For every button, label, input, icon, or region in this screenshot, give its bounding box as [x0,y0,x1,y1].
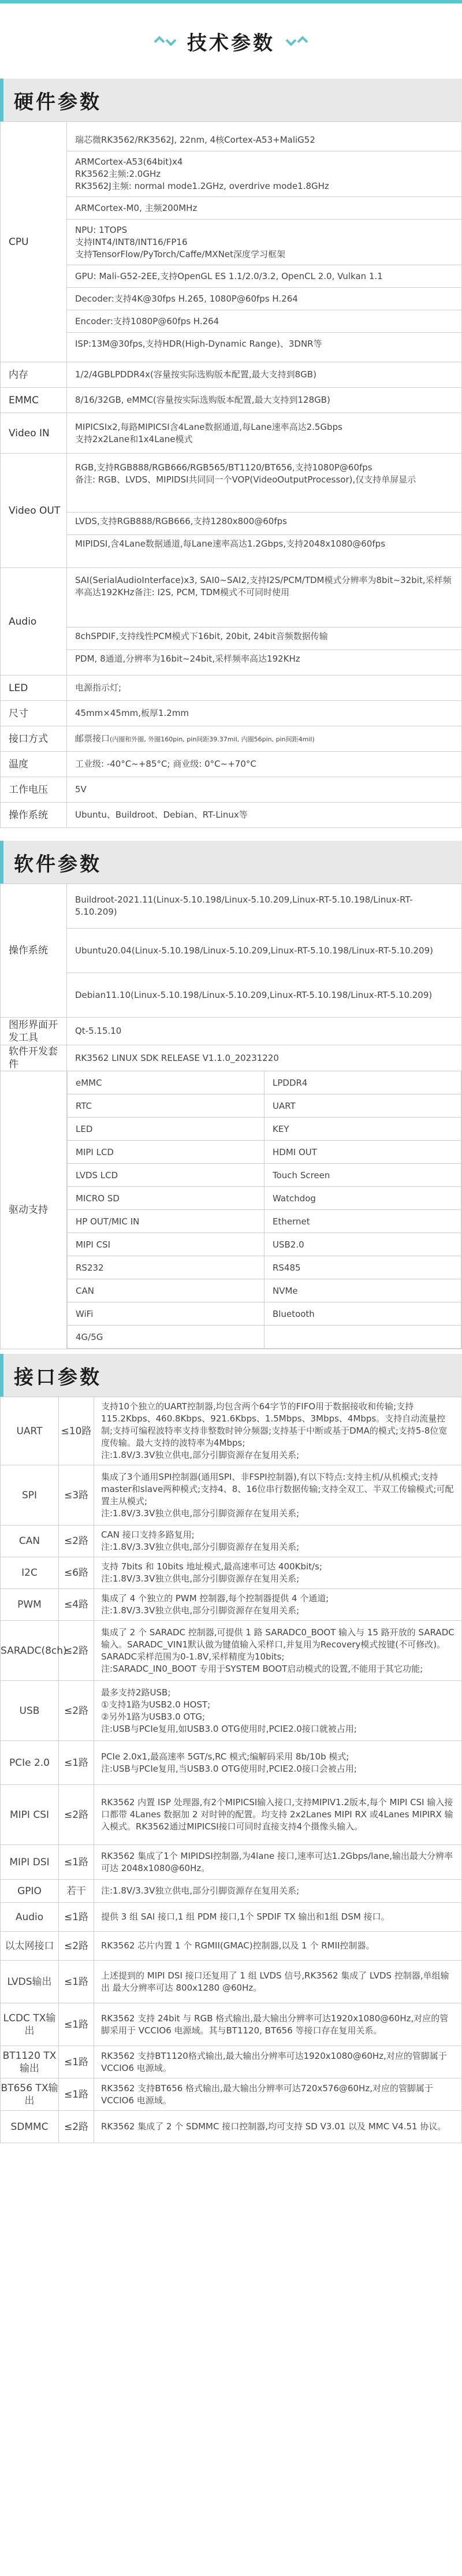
interface-name: SPI [1,1465,59,1525]
driver-row [68,1187,461,1210]
driver-cell: LPDDR4 [264,1071,461,1094]
row-label: 图形界面开发工具 [1,1018,67,1045]
section-title: 接口参数 [14,1365,102,1389]
hardware-table [0,121,462,828]
driver-row [68,1094,461,1118]
interface-desc: CAN 接口支持多路复用; 注:1.8V/3.3V独立供电,部分引脚资源存在复用关系; [94,1525,462,1557]
interface-name: SARADC(8ch) [1,1621,59,1681]
driver-cell: WiFi [68,1302,264,1326]
interface-row [1,1589,462,1621]
interface-row [1,1961,462,2003]
driver-row [68,1141,461,1164]
row-label: 操作系统 [1,803,67,828]
interface-desc: RK3562 芯片内置 1 个 RGMII(GMAC)控制器,以及 1 个 RMII控制器。 [94,1932,462,1961]
interface-row [1,2003,462,2046]
driver-cell: MICRO SD [68,1187,264,1210]
row-label: 内存 [1,362,67,388]
interface-qty: ≤3路 [59,1465,94,1525]
software-table [0,884,462,1349]
interface-name: LCDC TX输出 [1,2003,59,2046]
cpu-spec-item: NPU: 1TOPS 支持INT4/INT8/INT16/FP16 支持TensorFlow/PyTorch/Caffe/MXNet深度学习框架 [67,220,461,265]
cpu-spec-item: Decoder:支持4K@30fps H.265, 1080P@60fps H.264 [67,288,461,310]
interface-desc: 集成了 4 个独立的 PWM 控制器,每个控制器提供 4 个通道; 注:1.8V/3.3V独立供电,部分引脚资源存在复用关系; [94,1589,462,1621]
interface-name: Audio [1,1903,59,1932]
driver-cell: KEY [264,1118,461,1141]
interface-row [1,1932,462,1961]
driver-row [68,1118,461,1141]
driver-cell: USB2.0 [264,1233,461,1256]
interface-desc: RK3562 支持BT1120格式输出,最大输出分辨率可达1920x1080@60Hz,对应的管脚属于VCCIO6 电源域。 [94,2046,462,2078]
interface-qty: ≤1路 [59,2078,94,2111]
driver-cell: CAN [68,1279,264,1302]
interface-row [1,1465,462,1525]
driver-cell: RS485 [264,1256,461,1279]
interface-desc: 支持 7bits 和 10bits 地址模式,最高速率可达 400Kbit/s; 注:1.8V/3.3V独立供电,部分引脚资源存在复用关系; [94,1557,462,1589]
driver-cell: Bluetooth [264,1302,461,1326]
driver-cell: UART [264,1094,461,1118]
driver-cell: HP OUT/MIC IN [68,1210,264,1233]
row-value: Qt-5.15.10 [67,1018,462,1045]
interface-name: GPIO [1,1880,59,1903]
row-label: CPU [1,122,67,362]
page-title: 技术参数 [187,31,275,55]
audio-item: PDM, 8通道,分辨率为16bit~24bit,采样频率高达192KHz [75,653,300,664]
section-title: 软件参数 [14,852,102,876]
interface-row [1,1741,462,1785]
driver-cell: NVMe [264,1279,461,1302]
driver-cell: Watchdog [264,1187,461,1210]
driver-row [68,1279,461,1302]
interface-desc: 最多支持2路USB; ①支持1路为USB2.0 HOST; ②另外1路为USB3.0 OTG; 注:USB与PCIe复用,如USB3.0 OTG使用时,PCIE2.0接口就被占用; [94,1681,462,1741]
driver-row [68,1071,461,1094]
section-header-interfaces [0,1354,462,1397]
driver-cell: RTC [68,1094,264,1118]
video-out-item: LVDS,支持RGB888/RGB666,支持1280x800@60fps [67,513,461,535]
driver-row [68,1256,461,1279]
row-label: Video OUT [1,454,67,568]
interface-qty: ≤1路 [59,1845,94,1880]
driver-cell: 4G/5G [68,1326,264,1349]
interface-qty: ≤1路 [59,1903,94,1932]
conn-value: 邮票接口 [75,733,110,744]
row-value: 8/16/32GB, eMMC(容量按实际选购版本配置,最大支持到128GB) [67,388,462,413]
driver-cell: eMMC [68,1071,264,1094]
row-value: 45mm×45mm,板厚1.2mm [67,701,462,726]
driver-cell: Touch Screen [264,1164,461,1187]
interface-qty: ≤6路 [59,1557,94,1589]
row-value: 5V [67,777,462,803]
cpu-spec-item: ARMCortex-A53(64bit)x4 RK3562主频:2.0GHz RK3562J主频: normal mode1.2GHz, overdrive mode1.8GHz [67,151,461,197]
video-out-item: MIPIDSI,含4Lane数据通道,每Lane速率高达1.2Gbps,支持2048x1080@60fps [75,538,386,549]
row-value: 工业级: -40°C~+85°C; 商业级: 0°C~+70°C [67,752,462,777]
interface-qty: ≤2路 [59,1681,94,1741]
driver-row [68,1302,461,1326]
interface-row [1,2111,462,2143]
sw-os-item: Debian11.10(Linux-5.10.198/Linux-5.10.209,Linux-RT-5.10.198/Linux-RT-5.10.209) [75,989,433,1000]
section-header-hardware [0,79,462,121]
interface-qty: ≤1路 [59,2046,94,2078]
interface-qty: ≤4路 [59,1589,94,1621]
section-title: 硬件参数 [14,90,102,114]
interface-desc: RK3562 集成了1个 MIPIDSI控制器,为4lane 接口,速率可达1.2Gbps/lane,输出最大分辨率可达 2048x1080@60Hz。 [94,1845,462,1880]
audio-list [67,571,461,672]
conn-note: (内圈和外圈, 外圈160pin, pin间距39.37mil, 内圈56pin, pin间距4mil) [110,735,315,743]
driver-row [68,1164,461,1187]
cpu-spec-item: ARMCortex-M0, 主频200MHz [67,197,461,220]
driver-cell: LED [68,1118,264,1141]
row-label: Video IN [1,413,67,454]
video-out-item: RGB,支持RGB888/RGB666/RGB565/BT1120/BT656,支持1080P@60fps 备注: RGB、LVDS、MIPIDSI共同同一个VOP(VideoOutputProcessor),仅支持单屏显示 [67,459,461,513]
interface-row [1,1845,462,1880]
interface-name: I2C [1,1557,59,1589]
row-label: 操作系统 [1,884,67,1018]
interface-name: LVDS输出 [1,1961,59,2003]
interface-desc: RK3562 支持BT656 格式输出,最大输出分辨率可达720x576@60Hz,对应的管脚属于 VCCIO6 电源域。 [94,2078,462,2111]
interface-desc: 提供 3 组 SAI 接口,1 组 PDM 接口,1个 SPDIF TX 输出和1组 DSM 接口。 [94,1903,462,1932]
driver-row [68,1326,461,1349]
row-label: 温度 [1,752,67,777]
interface-name: SDMMC [1,2111,59,2143]
interface-row [1,1785,462,1845]
driver-cell [264,1326,461,1349]
interface-qty: ≤2路 [59,1525,94,1557]
interface-row [1,2046,462,2078]
row-value: MIPICSIx2,每路MIPICSI含4Lane数据通道,每Lane速率高达2.5Gbps 支持2x2Lane和1x4Lane模式 [67,413,462,454]
interface-qty: ≤10路 [59,1397,94,1465]
interface-name: PCIe 2.0 [1,1741,59,1785]
interface-row [1,2078,462,2111]
driver-cell: MIPI CSI [68,1233,264,1256]
row-label: Audio [1,568,67,675]
driver-row [68,1210,461,1233]
interface-desc: RK3562 集成了 2 个 SDMMC 接口控制器,均可支持 SD V3.01 以及 MMC V4.51 协议。 [94,2111,462,2143]
interface-desc: 集成了3个通用SPI控制器(通用SPI、非FSPI控制器),有以下特点:支持主机/从机模式;支持master和slave两种模式;支持4、8、16位串行数据传输;支持全双工、半双工传输模式;可配置主从模式; 注:1.8V/3.3V独立供电,部分引脚资源存在复用关系; [94,1465,462,1525]
interface-qty: 若干 [59,1880,94,1903]
interface-name: BT656 TX输出 [1,2078,59,2111]
interface-row [1,1557,462,1589]
sw-os-item: Ubuntu20.04(Linux-5.10.198/Linux-5.10.209,Linux-RT-5.10.198/Linux-RT-5.10.209) [67,929,461,973]
cpu-spec-item: Encoder:支持1080P@60fps H.264 [67,310,461,333]
interface-desc: PCIe 2.0x1,最高速率 5GT/s,RC 模式;编解码采用 8b/10b 模式; 注:USB与PCIe复用,当USB3.0 OTG使用时,PCIE2.0接口会被占用; [94,1741,462,1785]
interface-qty: ≤2路 [59,2111,94,2143]
interface-qty: ≤2路 [59,1932,94,1961]
interface-row [1,1525,462,1557]
interface-row [1,1681,462,1741]
row-label: EMMC [1,388,67,413]
interface-name: BT1120 TX输出 [1,2046,59,2078]
driver-cell: MIPI LCD [68,1141,264,1164]
driver-cell: RS232 [68,1256,264,1279]
interface-name: MIPI CSI [1,1785,59,1845]
row-label: 工作电压 [1,777,67,803]
row-value [67,726,462,752]
audio-item: 8chSPDIF,支持线性PCM模式下16bit, 20bit, 24bit音频数据传输 [67,628,461,650]
row-value: 1/2/4GBLPDDR4x(容量按实际选购版本配置,最大支持到8GB) [67,362,462,388]
sw-os-list [67,884,461,1017]
section-header-software [0,841,462,884]
cpu-spec-list [67,129,461,355]
driver-cell: HDMI OUT [264,1141,461,1164]
interface-qty: ≤1路 [59,2003,94,2046]
driver-table [67,1071,461,1349]
sparkle-icon [285,34,308,48]
driver-row [68,1233,461,1256]
sparkle-icon [154,34,177,48]
driver-cell: LVDS LCD [68,1164,264,1187]
interface-desc: 上述提到的 MIPI DSI 接口还复用了 1 组 LVDS 信号,RK3562 集成了 LVDS 控制器,单组输出 最大分辨率可达 800x1280 @60Hz。 [94,1961,462,2003]
cpu-spec-item: 瑞芯微RK3562/RK3562J, 22nm, 4核Cortex-A53+MaliG52 [67,129,461,151]
interface-row [1,1621,462,1681]
interface-name: PWM [1,1589,59,1621]
row-value: Ubuntu、Buildroot、Debian、RT-Linux等 [67,803,462,828]
video-out-list [67,459,461,563]
row-label: 尺寸 [1,701,67,726]
row-label: LED [1,675,67,701]
interface-qty: ≤1路 [59,1961,94,2003]
row-value: 电源指示灯; [67,675,462,701]
title-area [0,3,462,79]
interface-desc: RK3562 内置 ISP 处理器,有2个MIPICSI输入接口,支持MIPIV1.2版本,每个 MIPI CSI 输入接口都带 4Lanes 数据加 2 对时钟的配置。均支持 2x2Lanes MIPI RX 或4Lanes MIPIRX 输入模式。RK3562通过MIPICSI接口可同时直接支持4个摄像头输入。 [94,1785,462,1845]
sw-os-item: Buildroot-2021.11(Linux-5.10.198/Linux-5.10.209,Linux-RT-5.10.198/Linux-RT-5.10.209) [67,884,461,929]
interface-name: UART [1,1397,59,1465]
interface-qty: ≤1路 [59,1741,94,1785]
interface-row [1,1397,462,1465]
row-value: RK3562 LINUX SDK RELEASE V1.1.0_20231220 [67,1045,462,1071]
interface-desc: 支持10个独立的UART控制器,均包含两个64字节的FIFO用于数据接收和传输;支持115.2Kbps、460.8Kbps、921.6Kbps、1.5Mbps、3Mbps、4Mbps。支持自动流量控制;支持可编程波特率支持非整数时钟分频器;支持基于中断或基于DMA的模式;支持5-8位宽度传输。最大支持的波特率为4Mbps; 注:1.8V/3.3V独立供电,部分引脚资源存在复用关系; [94,1397,462,1465]
interface-qty: ≤2路 [59,1785,94,1845]
interface-name: 以太网接口 [1,1932,59,1961]
cpu-spec-item: ISP:13M@30fps,支持HDR(High-Dynamic Range)、3DNR等 [75,338,322,349]
interface-desc: RK3562 支持 24bit 与 RGB 格式输出,最大输出分辨率可达1920x1080@60Hz,对应的管脚采用于 VCCIO6 电源域。其与BT1120, BT656 等接口存在复用关系。 [94,2003,462,2046]
row-label: 接口方式 [1,726,67,752]
interface-row [1,1903,462,1932]
interface-row [1,1880,462,1903]
audio-item: SAI(SerialAudioInterface)x3, SAI0~SAI2,支持I2S/PCM/TDM模式分辨率为8bit~32bit,采样频率高达192KHz备注: I2S, PCM, TDM模式不可同时使用 [67,571,461,628]
interface-desc: 集成了 2 个 SARADC 控制器,可提供 1 路 SARADC0_BOOT 输入与 15 路开放的 SARADC 输入。SARADC_VIN1默认做为键值输入采样口,并复用为Recovery模式按键(不可修改)。SARADC采样范围为0-1.8V,采样精度为10bits; 注:SARADC_IN0_BOOT 专用于SYSTEM BOOT启动模式的设置,不能用于其它功能; [94,1621,462,1681]
row-label: 软件开发套件 [1,1045,67,1071]
interface-name: MIPI DSI [1,1845,59,1880]
cpu-spec-item: GPU: Mali-G52-2EE,支持OpenGL ES 1.1/2.0/3.2, OpenCL 2.0, Vulkan 1.1 [67,265,461,288]
row-label: 驱动支持 [1,1071,67,1349]
interface-qty: ≤2路 [59,1621,94,1681]
driver-cell: Ethernet [264,1210,461,1233]
interface-desc: 注:1.8V/3.3V独立供电,部分引脚资源存在复用关系; [94,1880,462,1903]
interface-table [0,1397,462,2143]
interface-name: USB [1,1681,59,1741]
interface-name: CAN [1,1525,59,1557]
